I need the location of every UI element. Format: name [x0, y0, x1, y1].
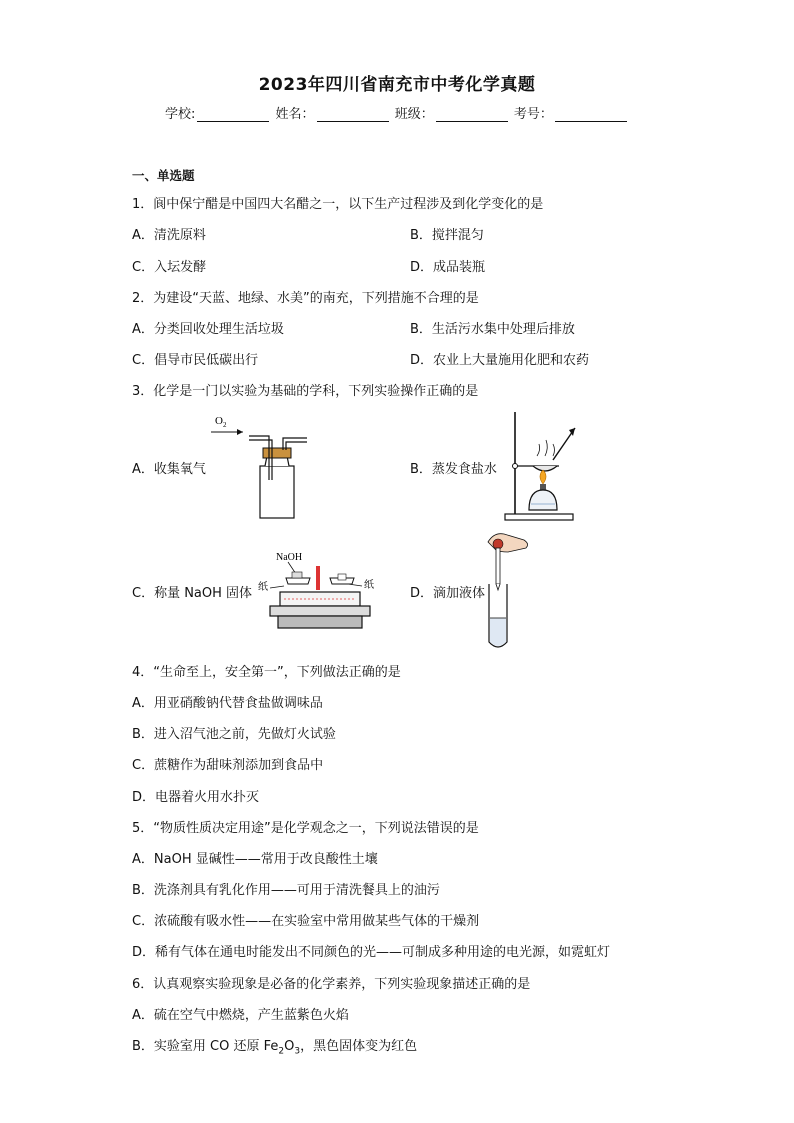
q1-option-c[interactable]: C．入坛发酵 [132, 260, 207, 275]
q6-option-b-mid: O [284, 1039, 295, 1054]
question-3-stem: 3．化学是一门以实验为基础的学科，下列实验操作正确的是 [132, 384, 479, 399]
class-blank[interactable] [436, 107, 508, 122]
q2-option-d[interactable]: D．农业上大量施用化肥和农药 [410, 353, 590, 368]
q6-option-b-sub2: 3 [294, 1046, 301, 1057]
q3-option-b[interactable]: B．蒸发食盐水 [410, 462, 497, 477]
id-blank[interactable] [555, 107, 627, 122]
school-label: 学校: [165, 107, 196, 122]
q1-option-a[interactable]: A．清洗原料 [132, 228, 206, 243]
paper-right-label: 纸 [364, 580, 374, 591]
paper-left-label: 纸 [258, 582, 268, 593]
question-2-stem: 2．为建设“天蓝、地绿、水美”的南充，下列措施不合理的是 [132, 291, 479, 306]
gas-collection-bottle-figure [205, 410, 315, 522]
q5-option-c[interactable]: C．浓硫酸有吸水性——在实验室中常用做某些气体的干燥剂 [132, 914, 480, 929]
school-blank[interactable] [197, 107, 269, 122]
name-blank[interactable] [317, 107, 389, 122]
q2-option-c[interactable]: C．倡导市民低碳出行 [132, 353, 259, 368]
o2-label: $O_2$ [215, 415, 227, 429]
question-5-stem: 5．“物质性质决定用途”是化学观念之一，下列说法错误的是 [132, 821, 479, 836]
q6-option-b-prefix: B．实验室用 CO 还原 Fe [132, 1039, 279, 1054]
q3-option-d[interactable]: D．滴加液体 [410, 586, 486, 601]
q4-option-a[interactable]: A．用亚硝酸钠代替食盐做调味品 [132, 696, 323, 711]
class-label: 班级： [394, 107, 434, 122]
q5-option-d[interactable]: D．稀有气体在通电时能发出不同颜色的光——可制成多种用途的电光源，如霓虹灯 [132, 945, 611, 960]
page-title: 2023年四川省南充市中考化学真题 [258, 75, 536, 95]
q3-option-a[interactable]: A．收集氧气 [132, 462, 206, 477]
balance-scale-figure [252, 548, 384, 632]
naoh-label: NaOH [276, 552, 303, 563]
q6-option-b[interactable] [132, 1035, 417, 1057]
q2-option-a[interactable]: A．分类回收处理生活垃圾 [132, 322, 284, 337]
q1-option-d[interactable]: D．成品装瓶 [410, 260, 486, 275]
q6-option-b-sub1: 2 [278, 1046, 285, 1057]
q5-option-a[interactable]: A．NaOH 显碱性——常用于改良酸性土壤 [132, 852, 378, 867]
q4-option-b[interactable]: B．进入沼气池之前，先做灯火试验 [132, 727, 336, 742]
q6-option-b-suffix: ，黑色固体变为红色 [300, 1039, 418, 1054]
q5-option-b[interactable]: B．洗涤剂具有乳化作用——可用于清洗餐具上的油污 [132, 883, 440, 898]
question-1-stem: 1．阆中保宁醋是中国四大名醋之一，以下生产过程涉及到化学变化的是 [132, 197, 544, 212]
q4-option-c[interactable]: C．蔗糖作为甜味剂添加到食品中 [132, 758, 324, 773]
q2-option-b[interactable]: B．生活污水集中处理后排放 [410, 322, 575, 337]
dropper-test-tube-figure [484, 530, 534, 650]
id-label: 考号： [513, 107, 553, 122]
q3-option-c[interactable]: C．称量 NaOH 固体 [132, 586, 253, 601]
q6-option-a[interactable]: A．硫在空气中燃烧，产生蓝紫色火焰 [132, 1008, 349, 1023]
q1-option-b[interactable]: B．搅拌混匀 [410, 228, 484, 243]
q4-option-d[interactable]: D．电器着火用水扑灭 [132, 790, 260, 805]
evaporation-setup-figure [503, 410, 583, 522]
section-heading: 一、单选题 [132, 168, 195, 183]
student-info-line [165, 103, 629, 122]
question-4-stem: 4．“生命至上，安全第一”，下列做法正确的是 [132, 665, 401, 680]
question-6-stem: 6．认真观察实验现象是必备的化学素养，下列实验现象描述正确的是 [132, 977, 531, 992]
name-label: 姓名： [275, 107, 315, 122]
